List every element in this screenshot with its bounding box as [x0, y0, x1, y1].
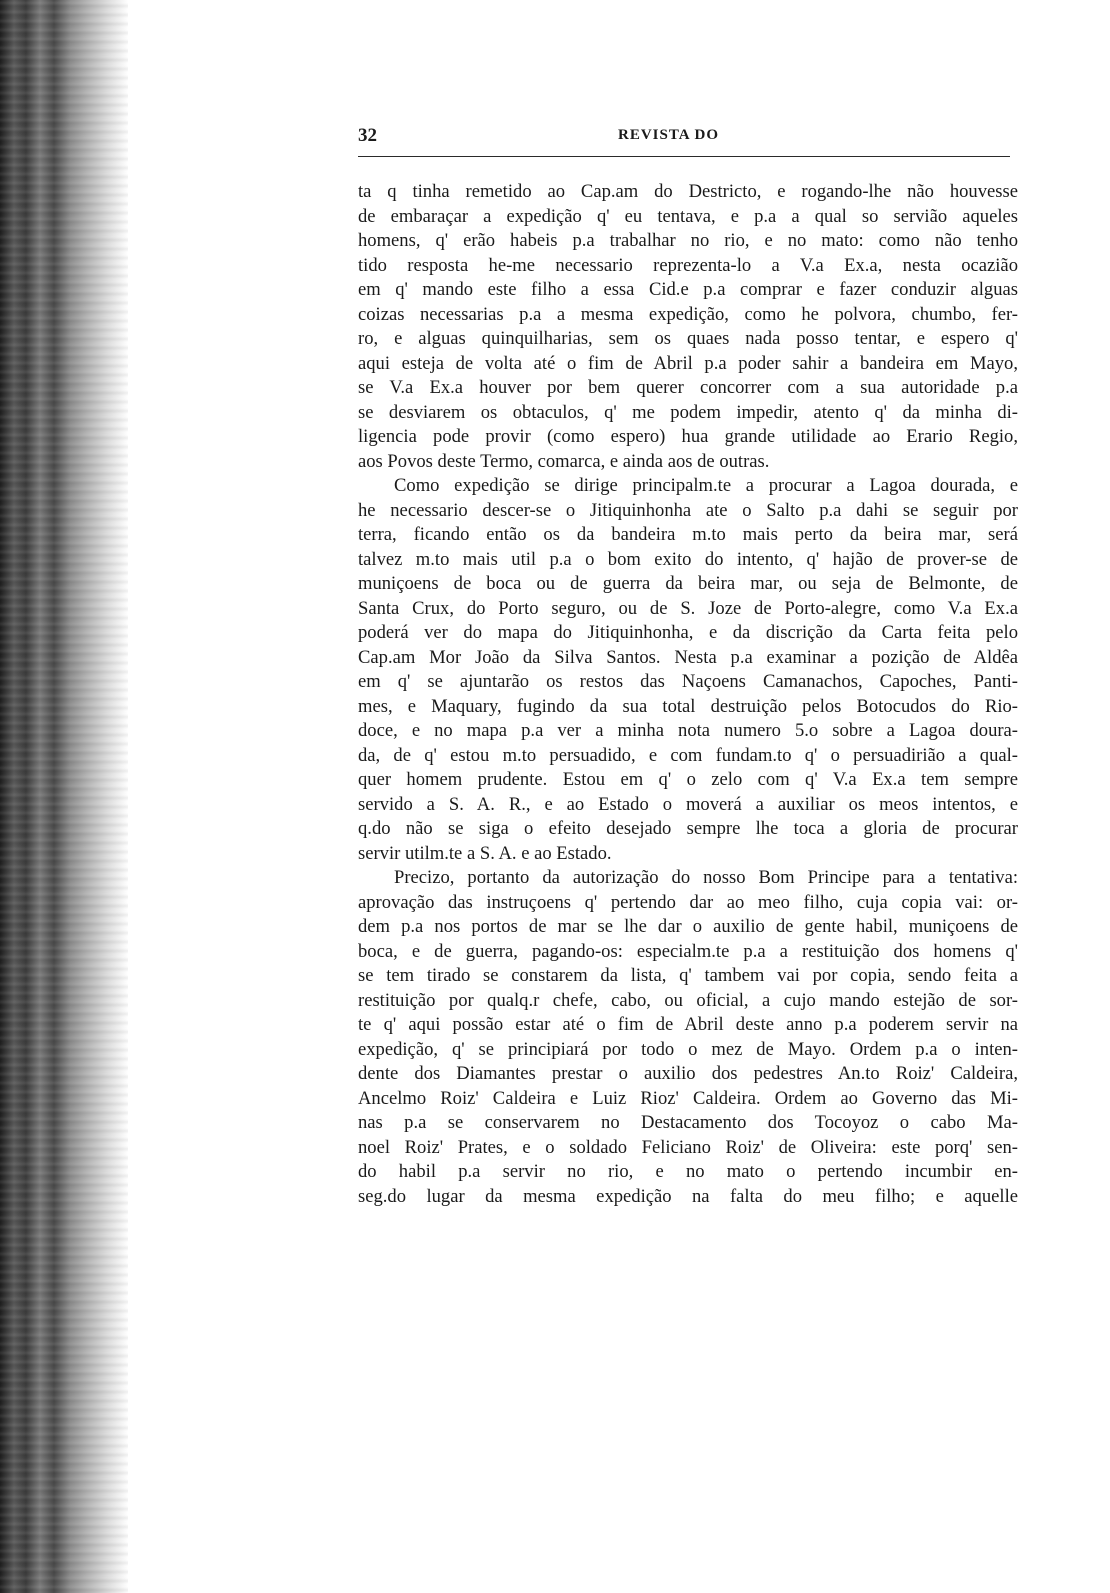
text-line: ro, e alguas quinquilharias, sem os quaes nada posso tentar, e espero q' [358, 328, 1018, 349]
text-line: boca, e de guerra, pagando-os: especialm.te p.a a restituição dos homens q' [358, 940, 1018, 962]
text-line: homens, q' erão habeis p.a trabalhar no rio, e no mato: como não tenho [358, 230, 1018, 251]
page-number: 32 [358, 125, 377, 146]
book-binding-edge [0, 0, 128, 1593]
text-line: te q' aqui possão estar até o fim de Abril deste anno p.a poderem servir na [358, 1014, 1018, 1035]
text-line: em q' se ajuntarão os restos das Naçoens Camanachos, Capoches, Panti- [358, 671, 1018, 692]
text-line: aqui esteja de volta até o fim de Abril p.a poder sahir a bandeira em Mayo, [358, 352, 1018, 374]
text-line: Santa Crux, do Porto seguro, ou de S. Joze de Porto-alegre, como V.a Ex.a [358, 597, 1018, 619]
text-line: aprovação das instruçoens q' pertendo dar ao meo filho, cuja copia vai: or- [358, 891, 1018, 913]
text-line: servido a S. A. R., e ao Estado o moverá a auxiliar os meos intentos, e [358, 793, 1018, 815]
text-line: de embaraçar a expedição q' eu tentava, e p.a a qual so servião aqueles [358, 205, 1018, 227]
text-line: do habil p.a servir no rio, e no mato o pertendo incumbir en- [358, 1161, 1018, 1182]
text-line: servir utilm.te a S. A. e ao Estado. [358, 842, 612, 864]
text-line: Precizo, portanto da autorização do nosso Bom Principe para a tentativa: [394, 867, 1018, 888]
text-line: he necessario descer-se o Jitiquinhonha ate o Salto p.a dahi se seguir por [358, 499, 1018, 521]
text-line: coizas necessarias p.a a mesma expedição, como he polvora, chumbo, fer- [358, 303, 1018, 325]
paragraph [358, 866, 1018, 1209]
text-line: poderá ver do mapa do Jitiquinhonha, e da discrição da Carta feita pelo [358, 622, 1018, 643]
text-line: doce, e no mapa p.a ver a minha nota numero 5.o sobre a Lagoa doura- [358, 720, 1018, 741]
text-line: Ancelmo Roiz' Caldeira e Luiz Rioz' Caldeira. Ordem ao Governo das Mi- [358, 1087, 1018, 1109]
text-line: dem p.a nos portos de mar se lhe dar o auxilio de gente habil, muniçoens de [358, 916, 1018, 937]
text-line: dente dos Diamantes prestar o auxilio dos pedestres An.to Roiz' Caldeira, [358, 1063, 1018, 1084]
text-line: se desviarem os obtaculos, q' me podem impedir, atento q' da minha di- [358, 401, 1018, 423]
text-line: aos Povos deste Termo, comarca, e ainda aos de outras. [358, 450, 770, 472]
text-line: tido resposta he-me necessario reprezenta-lo a V.a Ex.a, nesta ocazião [358, 254, 1018, 276]
text-line: q.do não se siga o efeito desejado sempre lhe toca a gloria de procurar [358, 818, 1018, 839]
header-rule [358, 156, 1010, 157]
text-line: Como expedição se dirige principalm.te a procurar a Lagoa dourada, e [394, 475, 1018, 496]
running-title: REVISTA DO [618, 127, 719, 143]
text-line: talvez m.to mais util p.a o bom exito do intento, q' hajão de prover-se de [358, 548, 1018, 570]
text-line: quer homem prudente. Estou em q' o zelo com q' V.a Ex.a tem sempre [358, 769, 1018, 790]
text-line: se tem tirado se constarem da lista, q' tambem vai por copia, sendo feita a [358, 965, 1018, 986]
page-header [358, 125, 1018, 153]
text-line: ta q tinha remetido ao Cap.am do Destricto, e rogando-lhe não houvesse [358, 181, 1018, 202]
body-text [358, 180, 1018, 1209]
text-line: noel Roiz' Prates, e o soldado Feliciano Roiz' de Oliveira: este porq' sen- [358, 1136, 1018, 1158]
text-line: mes, e Maquary, fugindo da sua total destruição pelos Botocudos do Rio- [358, 695, 1018, 717]
text-line: da, de q' estou m.to persuadido, e com fundam.to q' o persuadirião a qual- [358, 744, 1018, 766]
text-line: muniçoens de boca ou de guerra da beira mar, ou seja de Belmonte, de [358, 573, 1018, 594]
text-line: expedição, q' se principiará por todo o mez de Mayo. Ordem p.a o inten- [358, 1038, 1018, 1060]
text-line: terra, ficando então os da bandeira m.to mais perto da beira mar, será [358, 524, 1018, 545]
text-line: Cap.am Mor João da Silva Santos. Nesta p.a examinar a pozição de Aldêa [358, 646, 1018, 668]
text-line: nas p.a se conservarem no Destacamento dos Tocoyoz o cabo Ma- [358, 1112, 1018, 1133]
text-line: se V.a Ex.a houver por bem querer concorrer com a sua autoridade p.a [358, 377, 1018, 398]
text-line: em q' mando este filho a essa Cid.e p.a comprar e fazer conduzir alguas [358, 279, 1018, 300]
paragraph [358, 180, 1018, 474]
text-line: restituição por qualq.r chefe, cabo, ou oficial, a cujo mando estejão de sor- [358, 989, 1018, 1011]
text-line: seg.do lugar da mesma expedição na falta do meu filho; e aquelle [358, 1185, 1018, 1207]
paragraph [358, 474, 1018, 866]
text-line: ligencia pode provir (como espero) hua grande utilidade ao Erario Regio, [358, 426, 1018, 447]
